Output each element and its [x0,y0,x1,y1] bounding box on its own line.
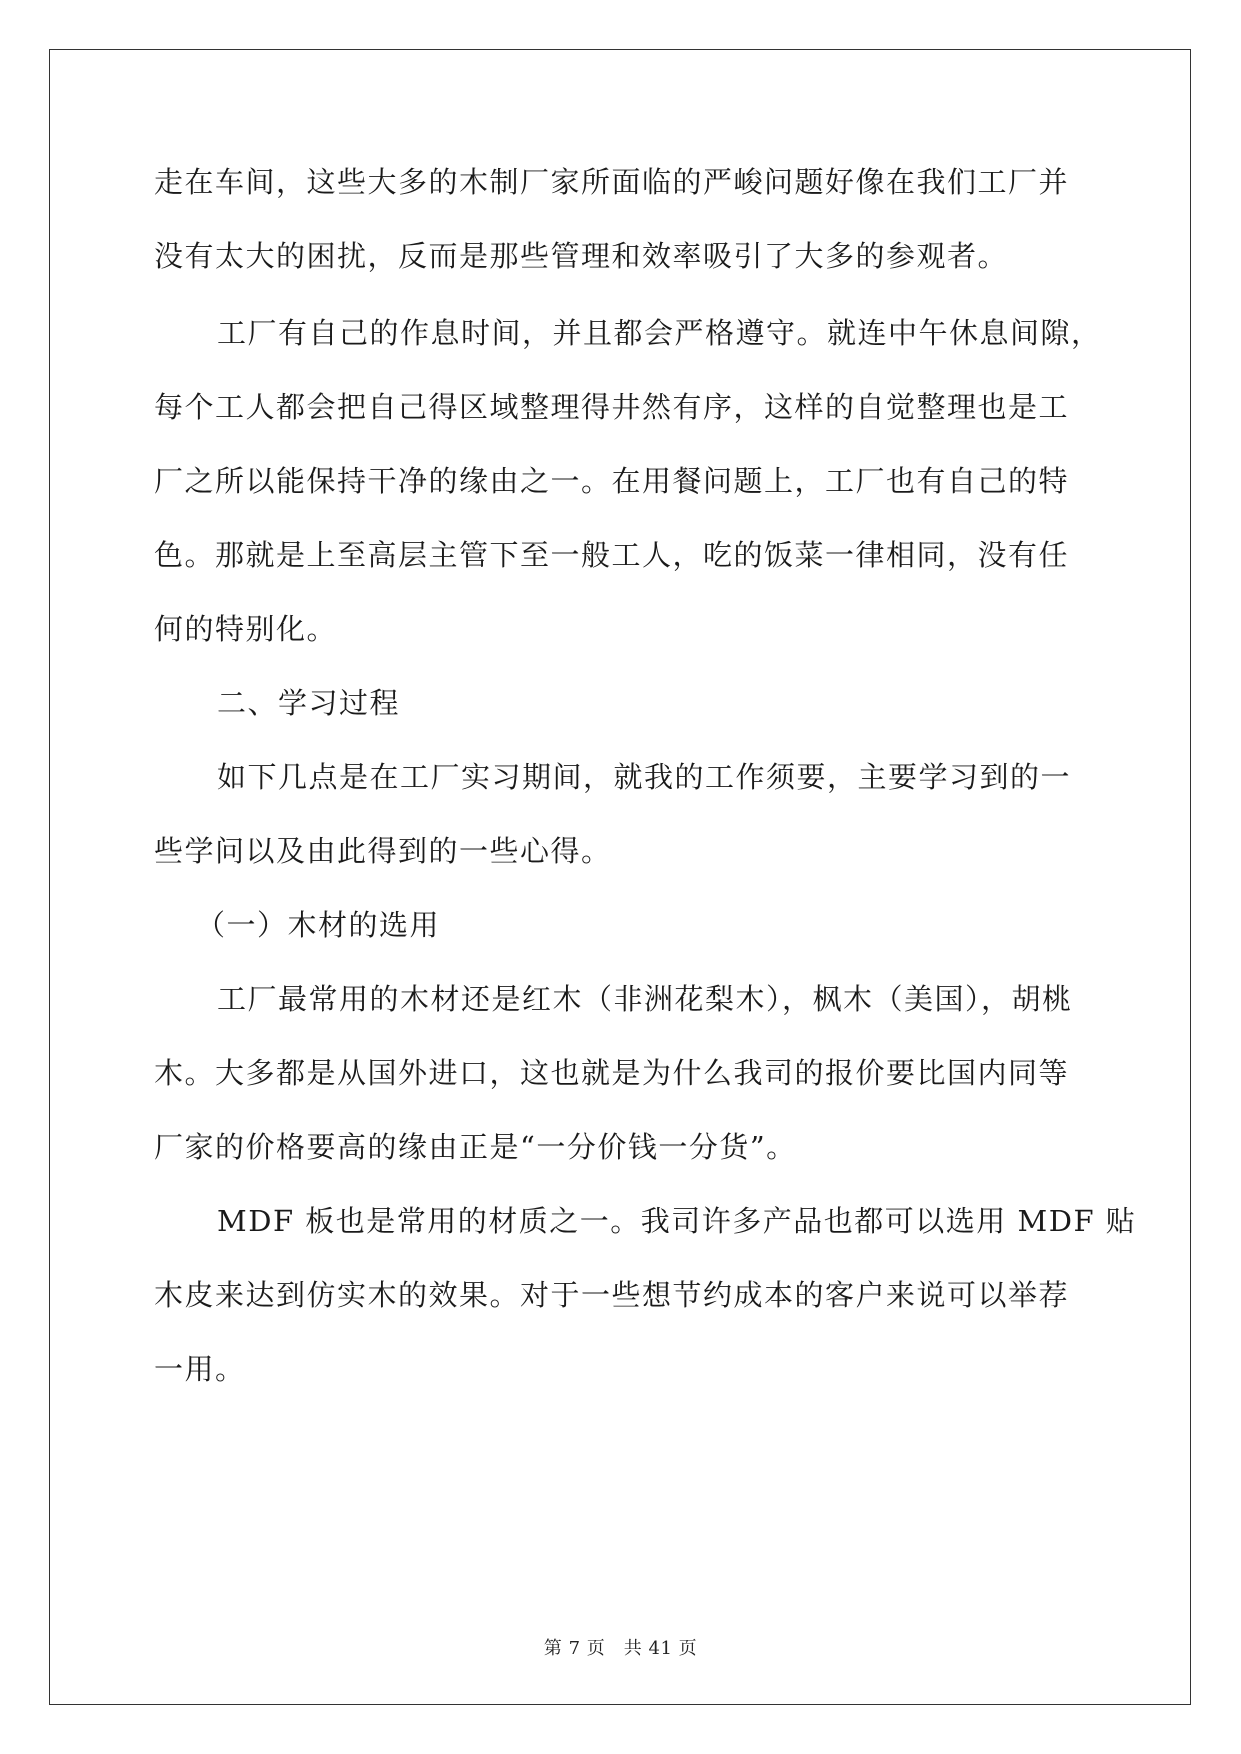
paragraph-line: 如下几点是在工厂实习期间，就我的工作须要，主要学习到的一 [217,760,1072,794]
paragraph-line: 走在车间，这些大多的木制厂家所面临的严峻问题好像在我们工厂并 [154,165,1070,199]
paragraph-line: MDF 板也是常用的材质之一。我司许多产品也都可以选用 MDF 贴 [217,1204,1137,1238]
paragraph-line: 工厂最常用的木材还是红木（非洲花梨木），枫木（美国），胡桃 [217,982,1073,1016]
page-border [49,49,1191,1705]
paragraph-line: 木。大多都是从国外进口，这也就是为什么我司的报价要比国内同等 [154,1056,1070,1090]
paragraph-line: 没有太大的困扰，反而是那些管理和效率吸引了大多的参观者。 [154,239,1009,273]
section-heading: 二、学习过程 [217,686,401,720]
paragraph-line: 工厂有自己的作息时间，并且都会严格遵守。就连中午休息间隙， [217,316,1102,350]
subsection-heading: （一）木材的选用 [196,908,441,942]
paragraph-line: 厂家的价格要高的缘由正是“一分价钱一分货”。 [154,1130,797,1164]
paragraph-line: 何的特别化。 [154,612,338,646]
paragraph-line: 木皮来达到仿实木的效果。对于一些想节约成本的客户来说可以举荐 [154,1278,1070,1312]
paragraph-line: 一用。 [154,1352,246,1386]
paragraph-line: 些学问以及由此得到的一些心得。 [154,834,612,868]
paragraph-line: 厂之所以能保持干净的缘由之一。在用餐问题上，工厂也有自己的特 [154,464,1070,498]
page-number-footer: 第 7 页 共 41 页 [543,1638,698,1659]
paragraph-line: 每个工人都会把自己得区域整理得井然有序，这样的自觉整理也是工 [154,390,1070,424]
paragraph-line: 色。那就是上至高层主管下至一般工人，吃的饭菜一律相同，没有任 [154,538,1070,572]
